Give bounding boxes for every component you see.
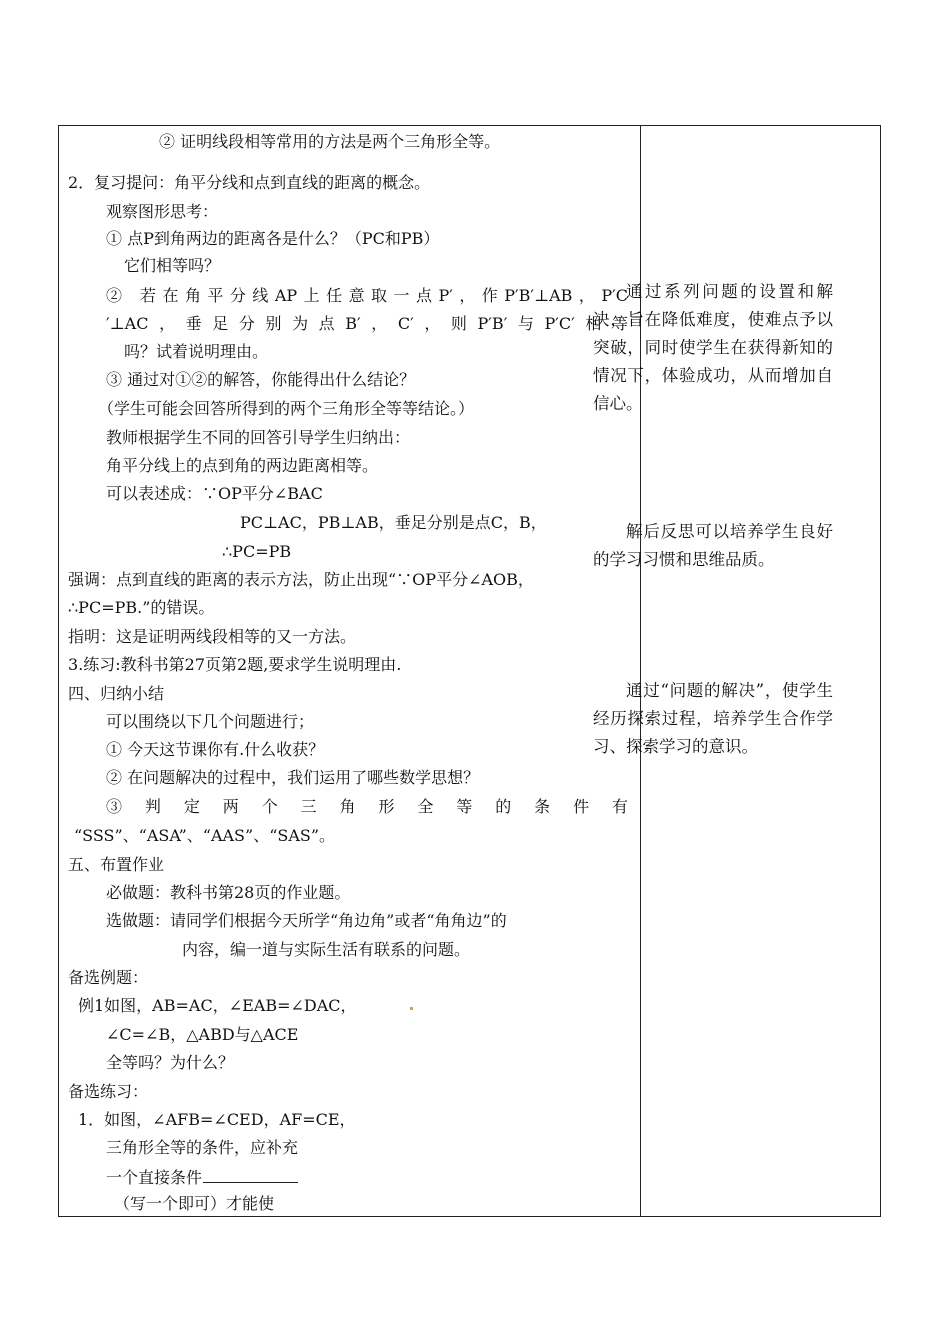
text-line: ② 证明线段相等常用的方法是两个三角形全等。 bbox=[159, 132, 501, 151]
text-line: ∠C=∠B，△ABD与△ACE bbox=[106, 1025, 299, 1044]
text-line: 备选例题： bbox=[68, 968, 149, 987]
text-line: 可以围绕以下几个问题进行； bbox=[106, 712, 315, 731]
text-line: 教师根据学生不同的回答引导学生归纳出： bbox=[106, 428, 411, 447]
text-line: 1．如图，∠AFB=∠CED，AF=CE， bbox=[78, 1110, 356, 1129]
text-line: 例1如图，AB=AC，∠EAB=∠DAC， bbox=[78, 996, 357, 1015]
text-line: 吗？试着说明理由。 bbox=[124, 342, 269, 361]
text-line: 强调：点到直线的距离的表示方法，防止出现“∵OP平分∠AOB， bbox=[68, 570, 534, 589]
note-text: 解后反思可以培养学生良好的学习习惯和思维品质。 bbox=[593, 522, 833, 569]
text-line: 必做题：教科书第28页的作业题。 bbox=[106, 883, 351, 902]
teaching-note bbox=[593, 278, 833, 418]
text-line: 指明：这是证明两线段相等的又一方法。 bbox=[68, 627, 357, 646]
text-line: ③ 通过对①②的解答，你能得出什么结论？ bbox=[106, 370, 416, 389]
section-heading: 五、布置作业 bbox=[68, 855, 165, 874]
text-line: 可以表述成：∵OP平分∠BAC bbox=[106, 484, 323, 503]
text-line: ③ 判 定 两 个 三 角 形 全 等 的 条 件 有 bbox=[106, 797, 628, 816]
text-line: （学生可能会回答所得到的两个三角形全等等结论。） bbox=[98, 399, 475, 418]
text-line: “SSS”、“ASA”、“AAS”、“SAS”。 bbox=[74, 826, 336, 845]
note-text: 通过系列问题的设置和解决，旨在降低难度，使难点予以突破，同时使学生在获得新知的情况下，体验成功，从而增加自信心。 bbox=[593, 282, 833, 413]
stray-dot bbox=[410, 1007, 413, 1010]
text-line: 备选练习： bbox=[68, 1082, 149, 1101]
text-line: ② 在问题解决的过程中，我们运用了哪些数学思想？ bbox=[106, 768, 480, 787]
text-line: 选做题：请同学们根据今天所学“角边角”或者“角角边”的 bbox=[106, 911, 507, 930]
text-line bbox=[106, 1166, 298, 1188]
text-line: 观察图形思考： bbox=[106, 202, 219, 221]
text-line: 它们相等吗？ bbox=[124, 256, 221, 275]
text-line: ′⊥AC，垂足分别为点B′，C′，则P′B′与P′C′相等 bbox=[106, 314, 628, 333]
text-line: 角平分线上的点到角的两边距离相等。 bbox=[106, 456, 379, 475]
text-line: 三角形全等的条件，应补充 bbox=[106, 1138, 299, 1157]
text-line: 3.练习:教科书第27页第2题,要求学生说明理由. bbox=[68, 655, 402, 674]
section-heading: 四、归纳小结 bbox=[68, 684, 165, 703]
text-line: ② 若在角平分线AP上任意取一点P′，作P′B′⊥AB，P′C bbox=[106, 286, 628, 305]
text-line: 2．复习提问：角平分线和点到直线的距离的概念。 bbox=[68, 173, 431, 192]
teaching-note bbox=[593, 518, 833, 574]
answer-blank bbox=[203, 1166, 298, 1183]
text-line: ① 今天这节课你有.什么收获？ bbox=[106, 740, 325, 759]
text-line: ① 点P到角两边的距离各是什么？（PC和PB） bbox=[106, 229, 440, 248]
teaching-note bbox=[593, 677, 833, 761]
note-text: 通过“问题的解决”，使学生经历探索过程，培养学生合作学习、探索学习的意识。 bbox=[593, 681, 833, 756]
text-line: ∴PC=PB bbox=[222, 542, 292, 561]
text-line: （写一个即可）才能使 bbox=[114, 1194, 275, 1213]
text-fragment: 一个直接条件 bbox=[106, 1168, 203, 1187]
text-line: ∴PC=PB.”的错误。 bbox=[68, 598, 215, 617]
text-line: 内容，编一道与实际生活有联系的问题。 bbox=[182, 940, 471, 959]
text-line: 全等吗？为什么？ bbox=[106, 1053, 235, 1072]
text-line: PC⊥AC，PB⊥AB，垂足分别是点C，B， bbox=[240, 513, 547, 532]
